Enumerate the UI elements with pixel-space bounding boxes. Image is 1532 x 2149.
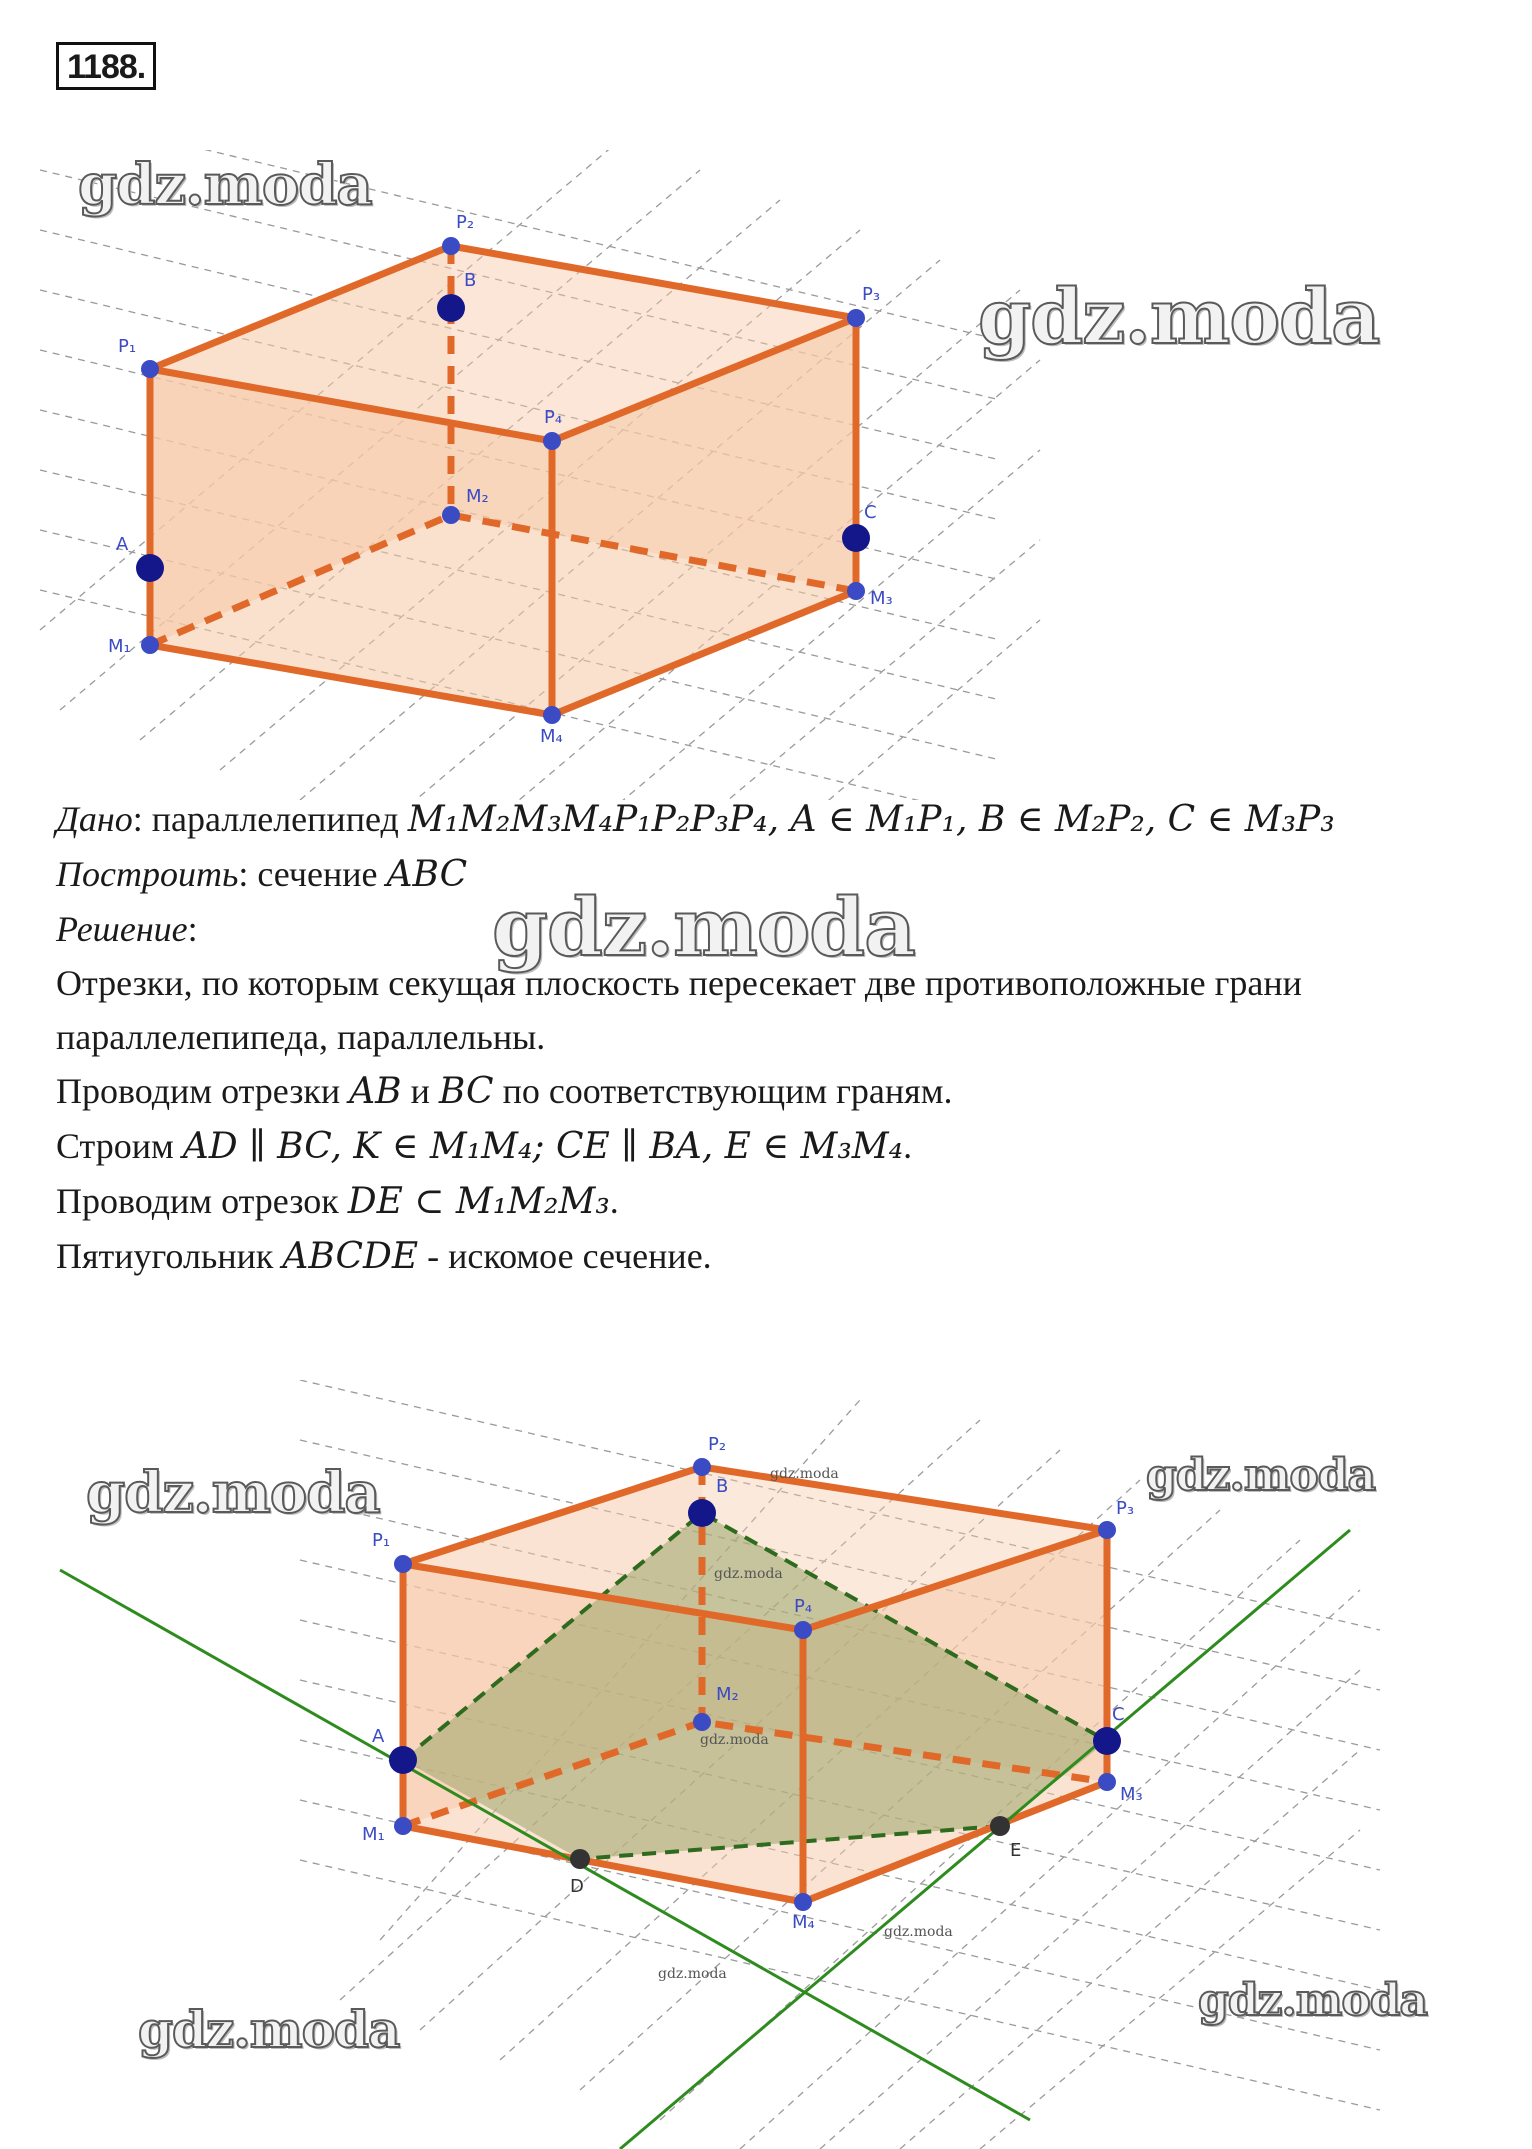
svg-text:C: C [864, 502, 877, 523]
watermark: gdz.moda [1198, 1975, 1428, 2026]
svg-text:M₄: M₄ [540, 726, 563, 747]
construct-line: Построить: сечение ABC [56, 854, 468, 895]
svg-text:M₂: M₂ [716, 1684, 739, 1705]
solution-label: Решение: [56, 909, 198, 949]
watermark-small: gdz.moda [770, 1466, 839, 1482]
svg-text:B: B [716, 1476, 729, 1497]
watermark-small: gdz.moda [884, 1924, 953, 1940]
watermark-small: gdz.moda [714, 1566, 783, 1582]
watermark: gdz.moda [492, 880, 915, 974]
svg-text:P₃: P₃ [862, 284, 881, 305]
watermark-small: gdz.moda [700, 1732, 769, 1748]
svg-text:A: A [116, 534, 129, 555]
svg-text:C: C [1112, 1704, 1125, 1725]
given-line: Дано: параллелепипед M₁M₂M₃M₄P₁P₂P₃P₄, A ∈ M₁P₁, B ∈ M₂P₂, C ∈ M₃P₃ [56, 799, 1335, 840]
solution-line-5: Проводим отрезок DE ⊂ M₁M₂M₃. [56, 1181, 619, 1222]
svg-text:E: E [1010, 1840, 1022, 1861]
svg-text:P₄: P₄ [544, 407, 563, 428]
svg-text:P₁: P₁ [372, 1530, 391, 1551]
svg-text:P₄: P₄ [794, 1596, 813, 1617]
svg-text:P₁: P₁ [118, 336, 137, 357]
figure-parallelepiped [0, 150, 1532, 800]
svg-text:M₁: M₁ [362, 1824, 385, 1845]
svg-text:M₂: M₂ [466, 486, 489, 507]
svg-text:A: A [372, 1726, 385, 1747]
svg-text:P₂: P₂ [708, 1434, 727, 1455]
solution-line-4: Строим AD ∥ BC, K ∈ M₁M₄; CE ∥ BA, E ∈ M₃M₄. [56, 1126, 913, 1167]
solution-line-1: Отрезки, по которым секущая плоскость пересекает две противоположные грани [56, 963, 1302, 1003]
watermark: gdz.moda [1146, 1450, 1376, 1501]
watermark: gdz.moda [78, 152, 372, 218]
svg-text:M₄: M₄ [792, 1912, 815, 1933]
svg-text:M₃: M₃ [1120, 1784, 1143, 1805]
solution-line-3: Проводим отрезки AB и BC по соответствующим граням. [56, 1071, 953, 1112]
svg-text:D: D [570, 1876, 584, 1897]
watermark: gdz.moda [138, 2000, 400, 2059]
watermark: gdz.moda [978, 272, 1380, 361]
watermark-small: gdz.moda [658, 1966, 727, 1982]
watermark: gdz.moda [86, 1460, 380, 1526]
svg-text:M₁: M₁ [108, 636, 131, 657]
svg-text:M₃: M₃ [870, 588, 893, 609]
solution-line-6: Пятиугольник ABCDE - искомое сечение. [56, 1236, 712, 1277]
svg-text:P₃: P₃ [1116, 1498, 1135, 1519]
solution-line-2: параллелепипеда, параллельны. [56, 1017, 546, 1057]
problem-number: 1188. [56, 42, 156, 90]
svg-text:B: B [464, 270, 477, 291]
svg-text:P₂: P₂ [456, 212, 475, 233]
solution-text [56, 792, 1476, 1284]
